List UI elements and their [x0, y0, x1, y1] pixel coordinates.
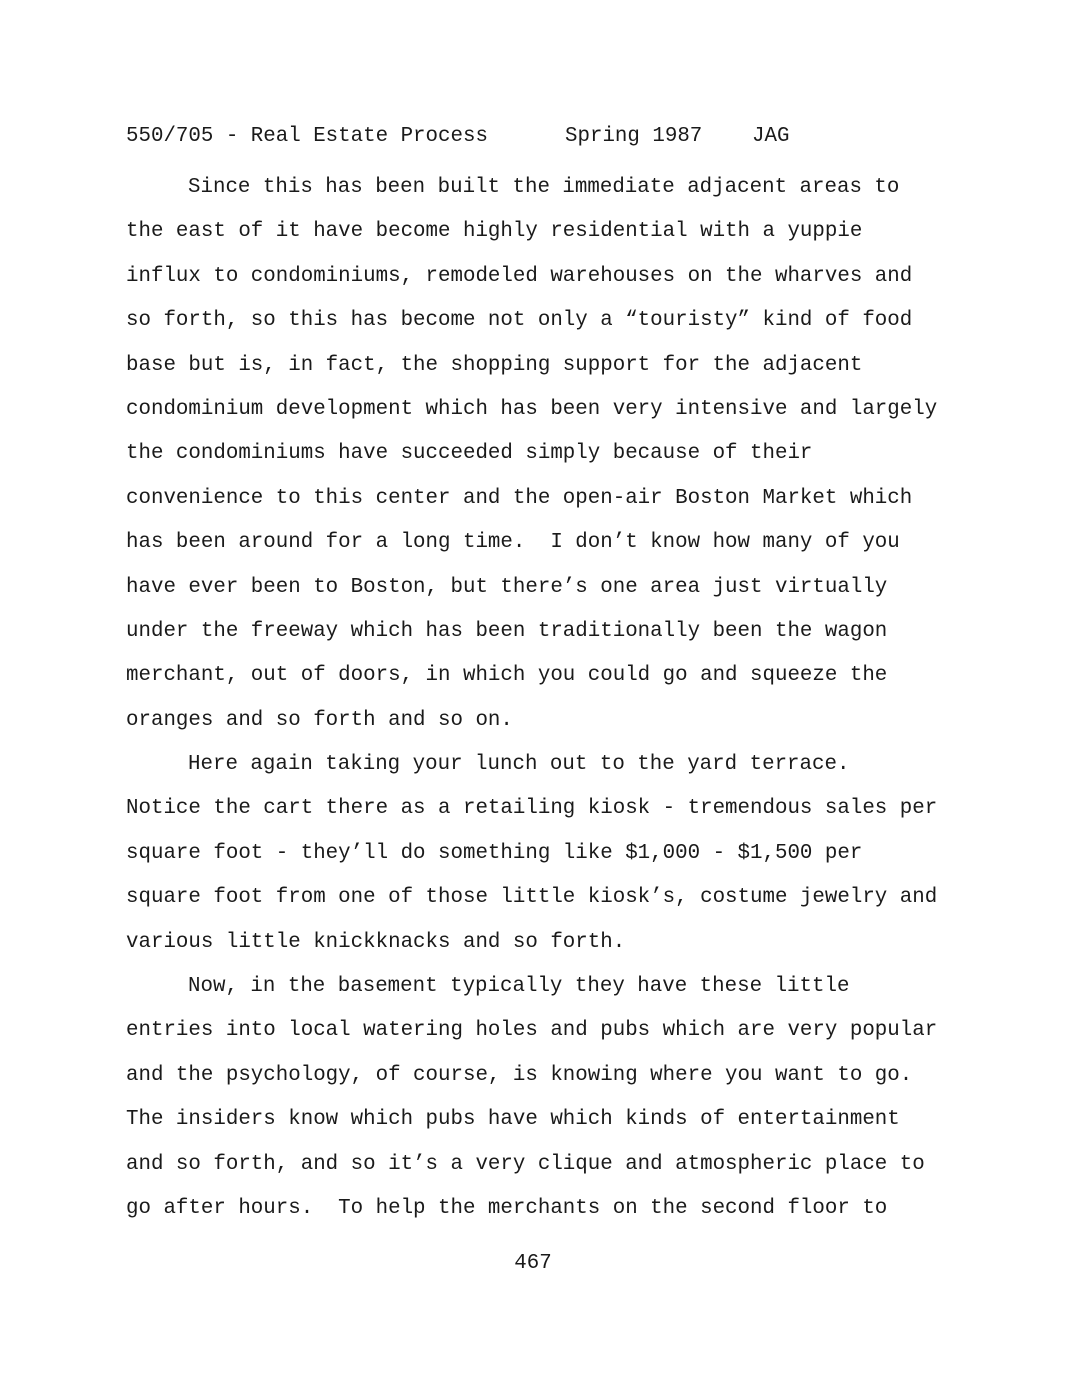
text-line: the east of it have become highly residential with a yuppie [126, 220, 863, 244]
author-initials: JAG [752, 125, 790, 148]
term: Spring 1987 [565, 125, 703, 148]
transcript-body [126, 166, 966, 1231]
text-line: base but is, in fact, the shopping support for the adjacent [126, 353, 863, 377]
text-line: have ever been to Boston, but there’s one area just virtually [126, 575, 888, 599]
text-line: Since this has been built the immediate adjacent areas to [188, 176, 900, 199]
text-line: and the psychology, of course, is knowing where you want to go. [126, 1063, 913, 1087]
text-line: and so forth, and so it’s a very clique and atmospheric place to [126, 1152, 925, 1176]
text-line: Notice the cart there as a retailing kiosk - tremendous sales per [126, 797, 938, 821]
text-line: influx to condominiums, remodeled warehouses on the wharves and [126, 264, 913, 288]
text-line: square foot from one of those little kiosk’s, costume jewelry and [126, 886, 938, 910]
text-line: go after hours. To help the merchants on the second floor to [126, 1196, 888, 1220]
text-line: merchant, out of doors, in which you could go and squeeze the [126, 664, 888, 688]
text-line: entries into local watering holes and pubs which are very popular [126, 1019, 938, 1043]
page-number: 467 [514, 1252, 552, 1275]
text-line: under the freeway which has been traditionally been the wagon [126, 619, 888, 643]
page-header [126, 122, 790, 152]
text-line: condominium development which has been very intensive and largely [126, 397, 938, 421]
text-line: Here again taking your lunch out to the yard terrace. [188, 753, 850, 777]
text-line: Now, in the basement typically they have these little [188, 975, 850, 999]
text-line: square foot - they’ll do something like $1,000 - $1,500 per [126, 841, 863, 865]
paragraph [126, 743, 966, 965]
text-line: The insiders know which pubs have which kinds of entertainment [126, 1108, 900, 1132]
text-line: the condominiums have succeeded simply because of their [126, 442, 813, 466]
text-line: various little knickknacks and so forth. [126, 930, 626, 954]
paragraph [126, 965, 966, 1231]
course-title: 550/705 - Real Estate Process [126, 125, 488, 148]
text-line: so forth, so this has become not only a “touristy” kind of food [126, 309, 913, 333]
text-line: oranges and so forth and so on. [126, 708, 513, 732]
text-line: convenience to this center and the open-air Boston Market which [126, 486, 913, 510]
text-line: has been around for a long time. I don’t know how many of you [126, 531, 900, 555]
paragraph [126, 166, 966, 743]
